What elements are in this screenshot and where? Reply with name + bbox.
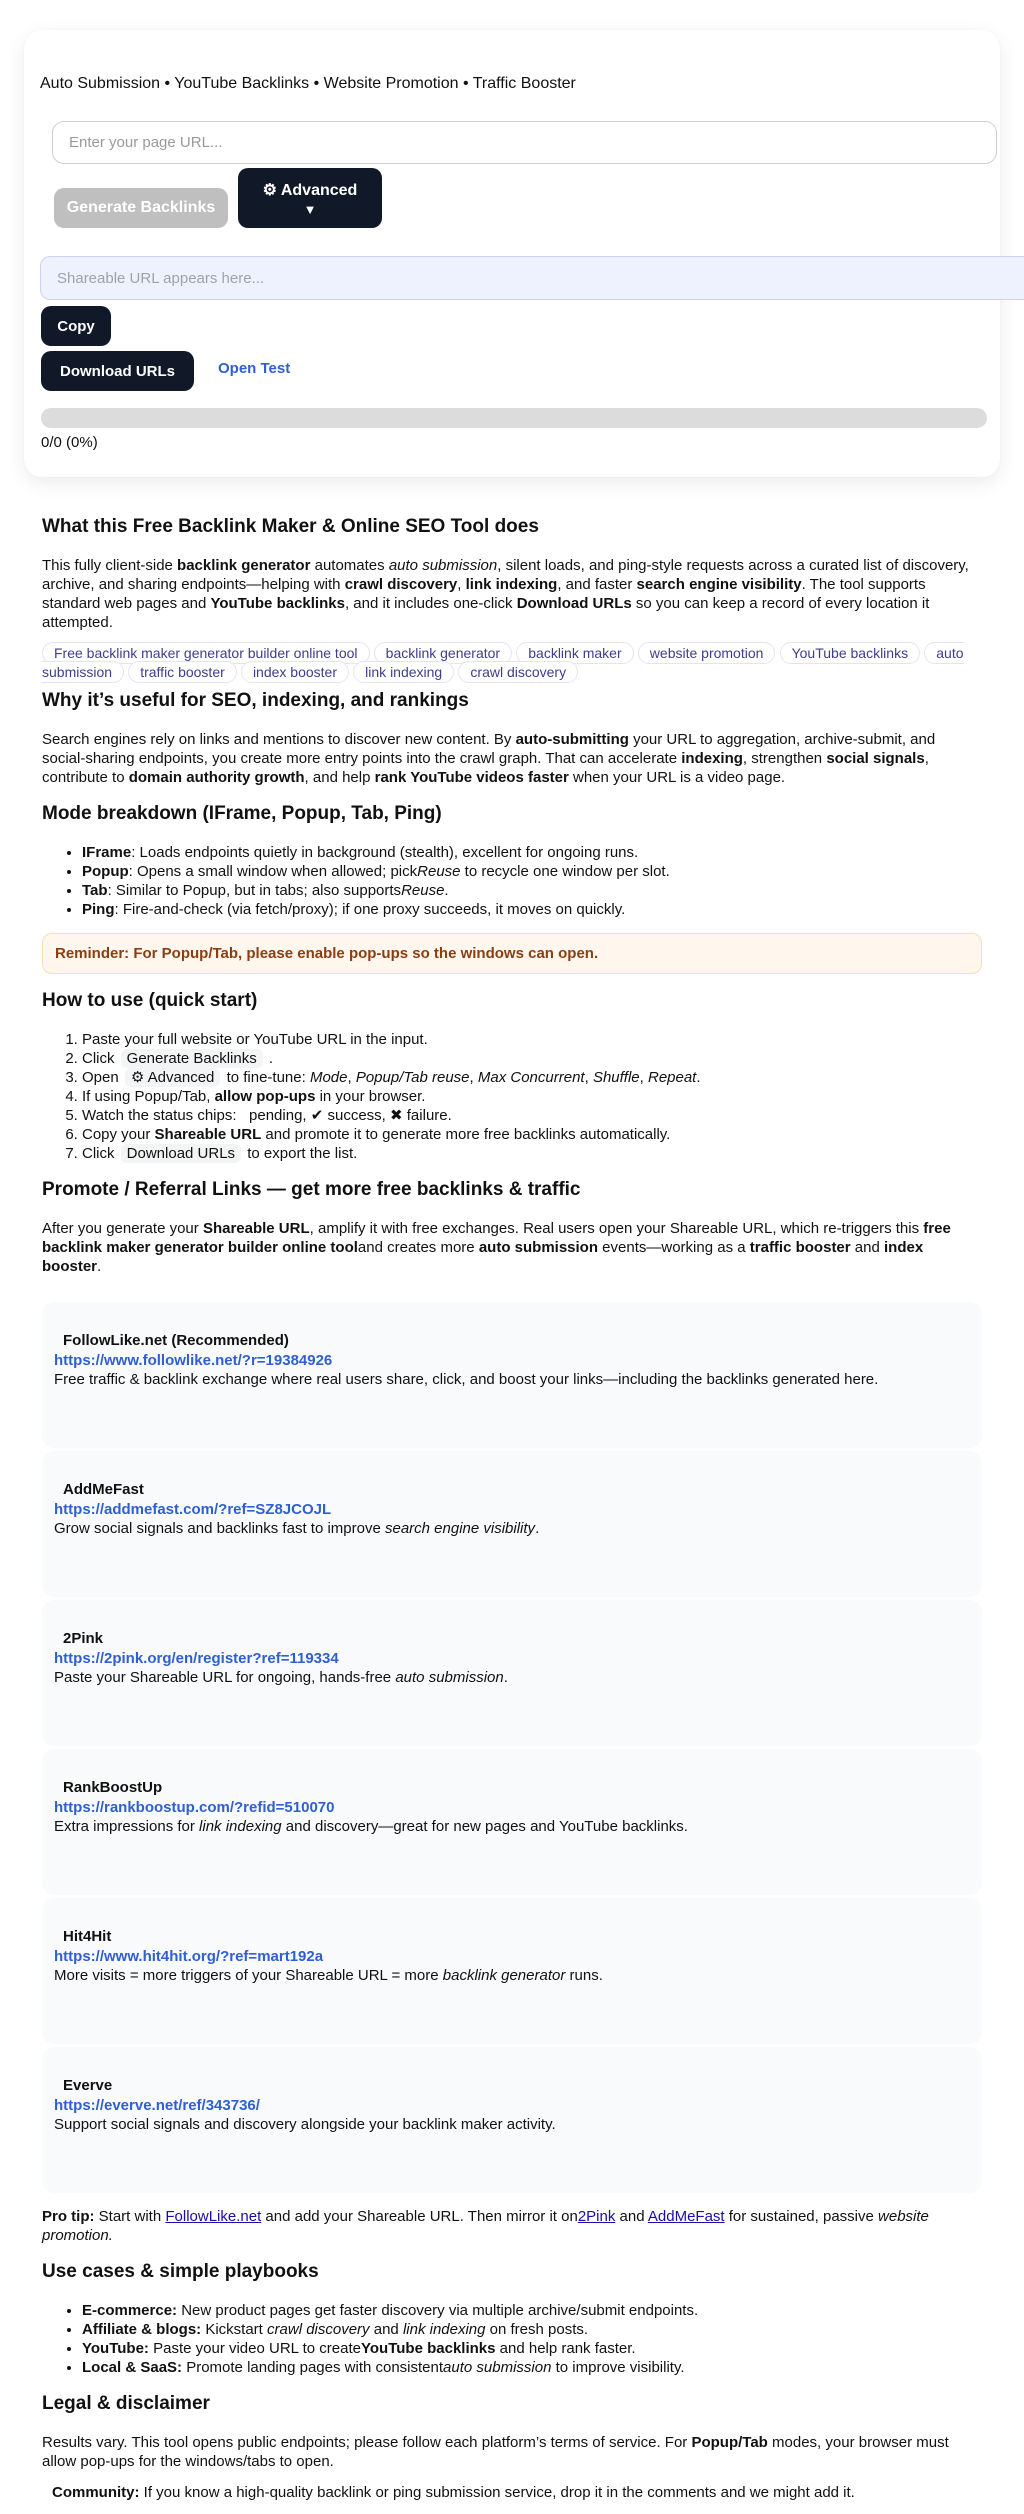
step — [82, 1087, 982, 1106]
referral-link[interactable]: https://2pink.org/en/register?ref=119334 — [54, 1650, 339, 1667]
text: and promote it to generate more free backlinks automatically. — [261, 1126, 671, 1143]
section-heading-why: Why it’s useful for SEO, indexing, and rankings — [42, 690, 469, 711]
what-paragraph — [42, 556, 982, 632]
advanced-label: ⚙ Advanced — [262, 181, 358, 199]
failure-chip: ✖ failure. — [390, 1107, 452, 1124]
text: modes, your browser must allow pop-ups for the windows/tabs to open. — [42, 2434, 949, 2470]
keyword-chip: Free backlink maker generator builder online tool — [42, 642, 370, 664]
italic-text: backlink generator — [442, 1967, 566, 1984]
text: and help rank faster. — [495, 2340, 636, 2357]
bold-text: Popup/Tab — [691, 2434, 768, 2451]
text: runs. — [565, 1967, 603, 1984]
download-urls-button[interactable]: Download URLs — [41, 351, 194, 391]
usecase-list — [42, 2301, 982, 2377]
text: automates — [310, 557, 389, 574]
text: If using Popup/Tab, — [82, 1088, 215, 1105]
text: Paste your Shareable URL for ongoing, hands-free — [54, 1669, 396, 1686]
progress-bar — [41, 408, 987, 428]
text: when your URL is a video page. — [568, 769, 786, 786]
referral-card-rankboostup — [42, 1749, 982, 1895]
text: and add your Shareable URL. Then mirror it on — [261, 2208, 578, 2225]
bold-text: Shareable URL — [154, 1126, 262, 1143]
mode-name: Ping — [82, 901, 115, 918]
howto-steps — [42, 1030, 982, 1163]
backlink-tool-card — [24, 30, 1000, 477]
shareable-url-field[interactable] — [40, 256, 1024, 300]
community-note — [42, 2483, 982, 2502]
pro-tip — [42, 2207, 982, 2245]
text: More visits = more triggers of your Shareable URL = more — [54, 1967, 443, 1984]
bold-text: allow pop-ups — [214, 1088, 316, 1105]
italic-text: link indexing — [402, 2321, 486, 2338]
keyword-chip: index booster — [241, 661, 349, 683]
referral-name: Hit4Hit — [63, 1928, 112, 1945]
bold-text: link indexing — [465, 576, 558, 593]
section-heading-what: What this Free Backlink Maker & Online SEO Tool does — [42, 516, 539, 537]
referral-link[interactable]: https://everve.net/ref/343736/ — [54, 2097, 260, 2114]
article-content — [42, 500, 982, 2514]
2pink-link[interactable]: 2Pink — [577, 2208, 616, 2225]
mode-name: Tab — [82, 882, 108, 899]
bold-text: auto submission — [478, 1239, 599, 1256]
section-heading-howto: How to use (quick start) — [42, 990, 258, 1011]
usecase-item — [82, 2339, 982, 2358]
step — [82, 1144, 982, 1163]
bold-text: YouTube: — [82, 2340, 149, 2357]
bold-text: Download URLs — [516, 595, 632, 612]
text: , and it includes one-click — [344, 595, 517, 612]
text: Results vary. This tool opens public endpoints; please follow each platform’s terms of service. For — [42, 2434, 692, 2451]
keyword-chip: auto submission — [42, 642, 964, 683]
text: . The tool supports standard web pages and — [42, 576, 926, 612]
text: to improve visibility. — [551, 2359, 685, 2376]
text: Free traffic & backlink exchange where real users share, click, and boost your links—including the backlinks generated here. — [54, 1371, 879, 1388]
step: 3. Open ⚙ Advanced to fine-tune: Mode, Popup/Tab reuse, Max Concurrent, Shuffle, Repeat. — [82, 1068, 982, 1087]
mode-list — [42, 843, 982, 919]
text: Kickstart — [201, 2321, 268, 2338]
keyword-chip: YouTube backlinks — [780, 642, 920, 664]
italic-text: Reuse — [401, 882, 445, 899]
referral-desc — [54, 1668, 970, 1687]
text: and — [369, 2321, 403, 2338]
text: . — [97, 1258, 102, 1275]
success-chip: ✔ success, — [310, 1107, 386, 1124]
text: events—working as a — [598, 1239, 750, 1256]
bold-text: auto-submitting — [515, 731, 629, 748]
keyword-chip: link indexing — [353, 661, 454, 683]
text: your URL to aggregation, archive-submit, and social-sharing endpoints, you create more entry points into the crawl graph. That can accelerate — [42, 731, 936, 767]
advanced-toggle-button[interactable] — [238, 168, 382, 228]
text: and discovery—great for new pages and YouTube backlinks. — [281, 1818, 688, 1835]
mode-desc: . — [444, 882, 449, 899]
section-heading-modes: Mode breakdown (IFrame, Popup, Tab, Ping) — [42, 803, 442, 824]
italic-text: website promotion. — [42, 2208, 929, 2244]
generate-backlinks-kbd: Generate Backlinks — [121, 1049, 263, 1068]
mode-item-iframe — [82, 843, 982, 862]
keyword-chips — [42, 644, 982, 682]
bold-text: backlink generator — [177, 557, 311, 574]
mode-name: Popup — [82, 863, 129, 880]
page-url-input[interactable] — [52, 121, 997, 164]
mode-desc: : Opens a small window when allowed; pick — [128, 863, 418, 880]
referral-name: AddMeFast — [63, 1481, 144, 1498]
bold-text: domain authority growth — [128, 769, 305, 786]
promote-paragraph — [42, 1219, 982, 1276]
keyword-chip: website promotion — [638, 642, 776, 664]
italic-text: auto submission — [443, 2359, 552, 2376]
text: Copy your — [82, 1126, 155, 1143]
referral-card-hit4hit — [42, 1898, 982, 2044]
text: , strengthen — [742, 750, 827, 767]
popup-reminder: Reminder: For Popup/Tab, please enable pop-ups so the windows can open. — [42, 933, 982, 974]
legal-paragraph — [42, 2433, 982, 2471]
italic-text: auto submission — [395, 1669, 504, 1686]
text: Paste your video URL to create — [148, 2340, 361, 2357]
text: Promote landing pages with consistent — [182, 2359, 444, 2376]
text: in your browser. — [315, 1088, 426, 1105]
text: and — [615, 2208, 648, 2225]
bold-text: index booster — [42, 1239, 924, 1275]
referral-name: 2Pink — [63, 1630, 104, 1647]
copy-button[interactable]: Copy — [41, 306, 111, 346]
advanced-kbd: ⚙ Advanced — [125, 1068, 221, 1087]
text: and — [850, 1239, 884, 1256]
step: 1. Paste your full website or YouTube URL in the input. — [82, 1030, 982, 1049]
italic-text: Shuffle — [592, 1069, 640, 1086]
bold-text: indexing — [681, 750, 743, 767]
section-heading-promote: Promote / Referral Links — get more free backlinks & traffic — [42, 1179, 581, 1200]
referral-name: FollowLike.net (Recommended) — [63, 1332, 289, 1349]
text: for sustained, passive — [724, 2208, 879, 2225]
pro-tip-label: Pro tip: — [42, 2208, 95, 2225]
tagline: Auto Submission • YouTube Backlinks • Website Promotion • Traffic Booster — [40, 75, 576, 92]
text: Start with — [94, 2208, 166, 2225]
step — [82, 1106, 982, 1125]
text: Watch the status chips: — [82, 1107, 241, 1124]
italic-text: search engine visibility — [384, 1520, 536, 1537]
referral-desc — [54, 2115, 970, 2134]
referral-desc — [54, 1519, 970, 1538]
keyword-chip: crawl discovery — [458, 661, 578, 683]
referral-link[interactable]: https://rankboostup.com/?refid=510070 — [54, 1799, 335, 1816]
referral-card-followlike — [42, 1302, 982, 1448]
bold-text: free backlink maker generator builder online tool — [42, 1220, 951, 1256]
mode-item-ping — [82, 900, 982, 919]
keyword-chip: traffic booster — [128, 661, 237, 683]
section-heading-legal: Legal & disclaimer — [42, 2393, 210, 2414]
italic-text: Popup/Tab reuse — [355, 1069, 470, 1086]
bold-text: social signals — [826, 750, 925, 767]
text: Open — [82, 1069, 119, 1086]
italic-text: Mode — [309, 1069, 348, 1086]
text: so you can keep a record of every location it attempted. — [42, 595, 930, 631]
text: If you know a high-quality backlink or ping submission service, drop it in the comments and we might add it. — [139, 2484, 855, 2501]
mode-item-popup — [82, 862, 982, 881]
text: , and faster — [557, 576, 637, 593]
mode-item-tab — [82, 881, 982, 900]
text: Extra impressions for — [54, 1818, 200, 1835]
text: Support social signals and discovery alongside your backlink maker activity. — [54, 2116, 556, 2133]
text: . — [268, 1050, 274, 1067]
text: Grow social signals and backlinks fast to improve — [54, 1520, 385, 1537]
text: New product pages get faster discovery via multiple archive/submit endpoints. — [177, 2302, 699, 2319]
text: , amplify it with free exchanges. Real users open your Shareable URL, which re-triggers this — [309, 1220, 924, 1237]
referral-link[interactable]: https://www.followlike.net/?r=19384926 — [54, 1352, 333, 1369]
open-test-link[interactable]: Open Test — [218, 360, 291, 377]
referral-name: RankBoostUp — [63, 1779, 163, 1796]
pending-chip: pending, — [249, 1107, 307, 1124]
referral-card-2pink — [42, 1600, 982, 1746]
referral-card-addmefast — [42, 1451, 982, 1597]
text: , — [457, 576, 466, 593]
mode-desc: : Similar to Popup, but in tabs; also supports — [107, 882, 402, 899]
referral-desc — [54, 1966, 970, 1985]
mode-name: IFrame — [82, 844, 132, 861]
bold-text: YouTube backlinks — [210, 595, 345, 612]
text: to export the list. — [247, 1145, 358, 1162]
step — [82, 1049, 982, 1068]
referral-link[interactable]: https://addmefast.com/?ref=SZ8JCOJL — [54, 1501, 332, 1518]
text: Click — [82, 1145, 115, 1162]
bold-text: Affiliate & blogs: — [82, 2321, 202, 2338]
text: , contribute to — [42, 750, 929, 786]
bold-text: Local & SaaS: — [82, 2359, 183, 2376]
referral-link[interactable]: https://www.hit4hit.org/?ref=mart192a — [54, 1948, 324, 1965]
download-urls-kbd: Download URLs — [121, 1144, 241, 1163]
section-heading-usecases: Use cases & simple playbooks — [42, 2261, 319, 2282]
mode-desc: to recycle one window per slot. — [460, 863, 670, 880]
italic-text: Reuse — [417, 863, 461, 880]
text: to fine-tune: — [226, 1069, 310, 1086]
text: , and help — [304, 769, 375, 786]
italic-text: Max Concurrent — [477, 1069, 585, 1086]
referral-card-everve — [42, 2047, 982, 2193]
mode-desc: : Fire-and-check (via fetch/proxy); if one proxy succeeds, it moves on quickly. — [114, 901, 626, 918]
text: and creates more — [357, 1239, 479, 1256]
bold-text: crawl discovery — [344, 576, 458, 593]
bold-text: Shareable URL — [202, 1220, 310, 1237]
usecase-item — [82, 2320, 982, 2339]
text: , silent loads, and ping-style requests across a curated list of discovery, archive, and sharing endpoints—helping with — [42, 557, 969, 593]
text: Search engines rely on links and mentions to discover new content. By — [42, 731, 516, 748]
bold-text: rank YouTube videos faster — [374, 769, 569, 786]
bold-text: E-commerce: — [82, 2302, 178, 2319]
followlike-link[interactable]: FollowLike.net — [165, 2208, 262, 2225]
text: After you generate your — [42, 1220, 203, 1237]
why-paragraph — [42, 730, 982, 787]
referral-list — [42, 1302, 982, 2193]
text: This fully client-side — [42, 557, 178, 574]
usecase-item — [82, 2301, 982, 2320]
step — [82, 1125, 982, 1144]
italic-text: crawl discovery — [267, 2321, 370, 2338]
italic-text: Repeat — [647, 1069, 697, 1086]
community-label: Community: — [52, 2484, 140, 2501]
text: Click — [82, 1050, 115, 1067]
bold-text: search engine visibility — [636, 576, 802, 593]
bold-text: YouTube backlinks — [361, 2340, 496, 2357]
referral-desc — [54, 1370, 970, 1389]
italic-text: auto submission — [388, 557, 498, 574]
generate-backlinks-button[interactable]: Generate Backlinks — [54, 188, 228, 228]
text: . — [535, 1520, 540, 1537]
keyword-chip: backlink generator — [374, 642, 512, 664]
chevron-down-icon: ▼ — [303, 201, 317, 217]
bold-text: traffic booster — [749, 1239, 851, 1256]
text: on fresh posts. — [485, 2321, 589, 2338]
progress-text: 0/0 (0%) — [41, 434, 98, 451]
referral-desc — [54, 1817, 970, 1836]
addmefast-link[interactable]: AddMeFast — [647, 2208, 725, 2225]
mode-desc: : Loads endpoints quietly in background (stealth), excellent for ongoing runs. — [131, 844, 639, 861]
italic-text: link indexing — [199, 1818, 282, 1835]
text: . — [503, 1669, 508, 1686]
referral-name: Everve — [63, 2077, 113, 2094]
keyword-chip: backlink maker — [516, 642, 633, 664]
